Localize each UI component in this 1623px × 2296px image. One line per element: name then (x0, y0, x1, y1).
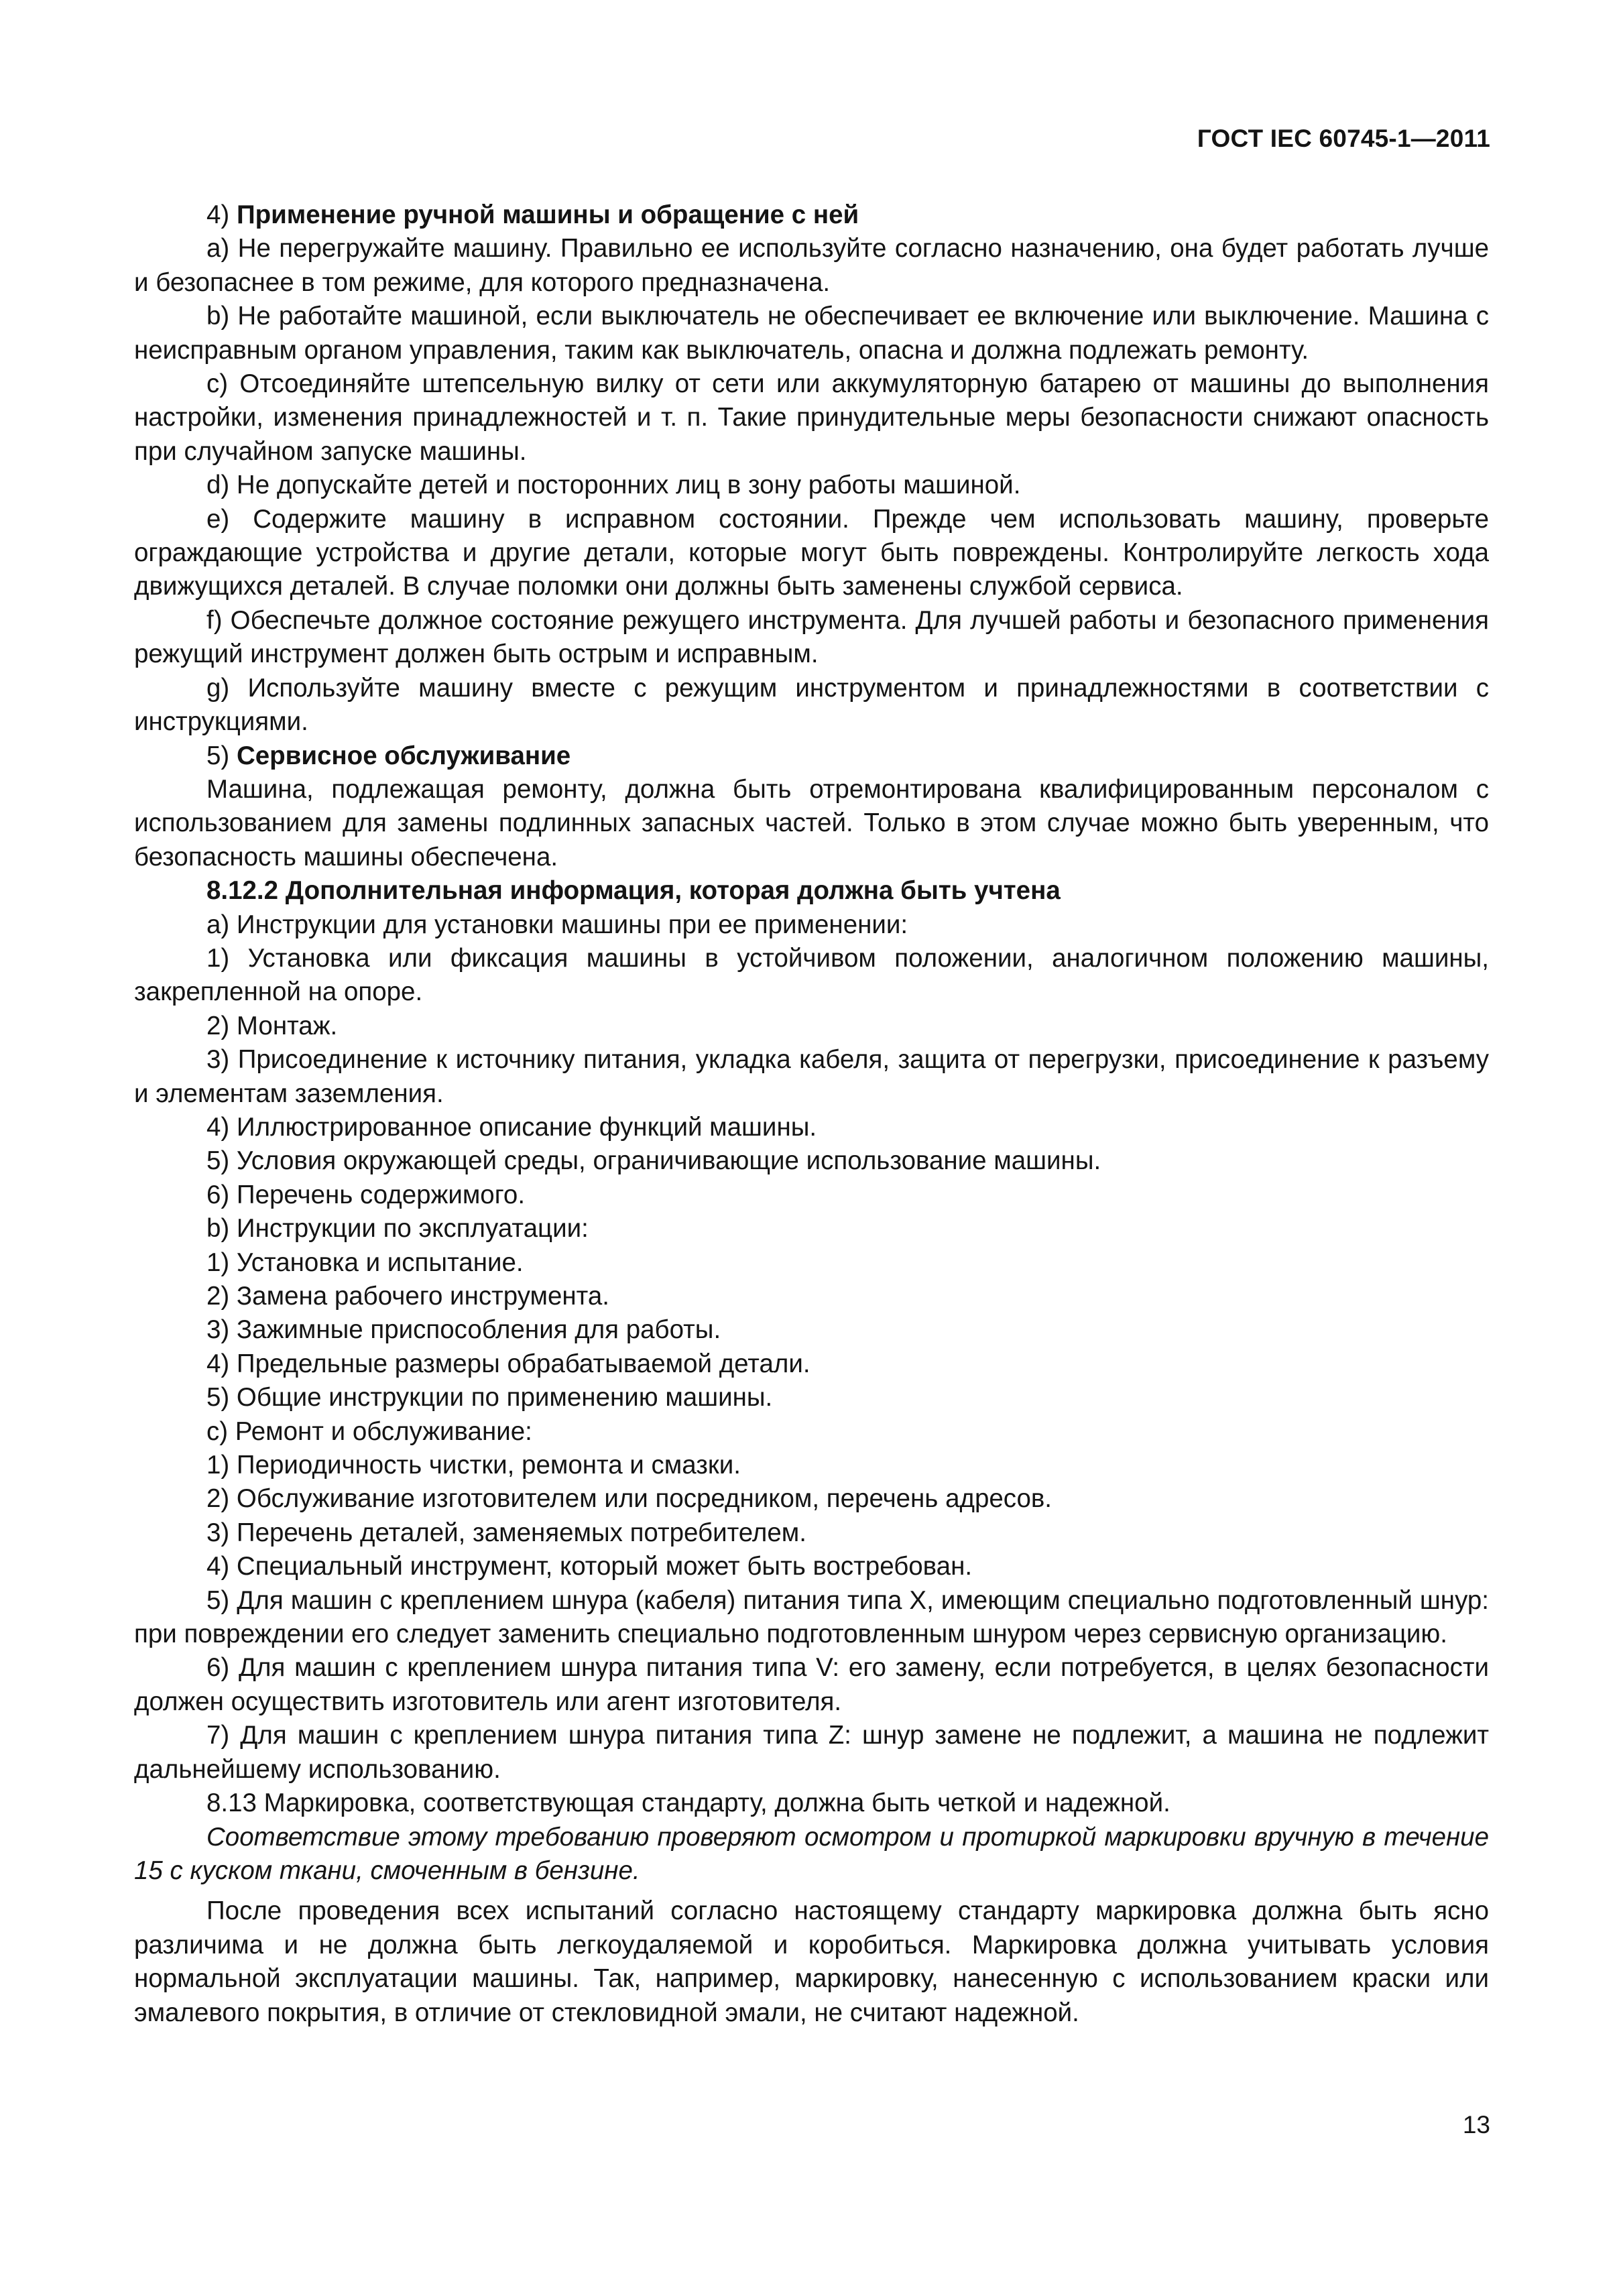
document-standard-code: ГОСТ IEC 60745-1—2011 (1197, 125, 1490, 152)
section-4-heading: 4) Применение ручной машины и обращение с ней (206, 200, 859, 229)
section-4-heading-text: Применение ручной машины и обращение с ней (236, 200, 859, 229)
list-a-title: a) Инструкции для установки машины при ее применении: (206, 910, 908, 939)
section-5-heading: 5) Сервисное обслуживание (206, 741, 571, 770)
list-a-item: 2) Монтаж. (206, 1011, 338, 1040)
section-5-heading-text: Сервисное обслуживание (236, 741, 571, 770)
section-4-item-c: c) Отсоединяйте штепсельную вилку от сети или аккумуляторную батарею от машины до выполнения настройки, изменения принадлежностей и т. п. Такие принудительные меры безопасности снижают опасность при случайном запуске машины. (134, 369, 1489, 466)
list-c-item: 6) Для машин с креплением шнура питания типа V: его замену, если потребуется, в целях безопасности должен осуществить изготовитель или агент изготовителя. (134, 1653, 1489, 1716)
list-c-item: 3) Перечень деталей, заменяемых потребителем. (206, 1518, 806, 1547)
page-number: 13 (1462, 2111, 1490, 2138)
list-a-item: 1) Установка или фиксация машины в устойчивом положении, аналогичном положению машины, закрепленной на опоре. (134, 943, 1489, 1007)
section-4-item-d: d) Не допускайте детей и посторонних лиц в зону работы машиной. (206, 471, 1021, 500)
list-c-item: 7) Для машин с креплением шнура питания типа Z: шнур замене не подлежит, а машина не подлежит дальнейшему использованию. (134, 1721, 1489, 1784)
list-b-item: 4) Предельные размеры обрабатываемой детали. (206, 1349, 810, 1378)
section-4-item-e: e) Содержите машину в исправном состоянии. Прежде чем использовать машину, проверьте ограждающие устройства и другие детали, которые могут быть повреждены. Контролируйте легкость хода движущихся деталей. В случае поломки они должны быть заменены службой сервиса. (134, 504, 1489, 601)
list-c-item: 2) Обслуживание изготовителем или посредником, перечень адресов. (206, 1484, 1053, 1514)
clause-8-13-after-tests: После проведения всех испытаний согласно настоящему стандарту маркировка должна быть ясно различима и не должна быть легкоудаляемой и коробиться. Маркировка должна учитывать условия нормальной эксплуатации машины. Так, например, маркировку, нанесенную с использованием краски или эмалевого покрытия, в отличие от стекловидной эмали, не считают надежной. (134, 1896, 1489, 2027)
section-4-item-g: g) Используйте машину вместе с режущим инструментом и принадлежностями в соответствии с инструкциями. (134, 673, 1489, 737)
list-a-item: 5) Условия окружающей среды, ограничивающие использование машины. (206, 1146, 1101, 1176)
list-b-item: 3) Зажимные приспособления для работы. (206, 1315, 721, 1345)
list-c-title: c) Ремонт и обслуживание: (206, 1416, 532, 1446)
section-4-item-f: f) Обеспечьте должное состояние режущего инструмента. Для лучшей работы и безопасного применения режущий инструмент должен быть острым и исправным. (134, 605, 1489, 669)
list-c-item: 5) Для машин с креплением шнура (кабеля) питания типа X, имеющим специально подготовленный шнур: при повреждении его следует заменить специально подготовленным шнуром через сервисную организацию. (134, 1585, 1489, 1649)
list-c-item: 4) Специальный инструмент, который может быть востребован. (206, 1552, 973, 1581)
clause-8-13-text: 8.13 Маркировка, соответствующая стандарту, должна быть четкой и надежной. (206, 1789, 1170, 1818)
list-c-item: 1) Периодичность чистки, ремонта и смазки. (206, 1451, 741, 1480)
document-body (134, 198, 1489, 2030)
list-b-item: 5) Общие инструкции по применению машины. (206, 1383, 773, 1412)
clause-8-13-compliance: Соответствие этому требованию проверяют осмотром и протиркой маркировки вручную в течение 15 с куском ткани, смоченным в бензине. (134, 1822, 1489, 1885)
list-a-item: 3) Присоединение к источнику питания, укладка кабеля, защита от перегрузки, присоединение к разъему и элементам заземления. (134, 1045, 1489, 1108)
section-4-item-b: b) Не работайте машиной, если выключатель не обеспечивает ее включение или выключение. Машина с неисправным органом управления, таким как выключатель, опасна и должна подлежать ремонту. (134, 302, 1489, 365)
section-4-item-a: a) Не перегружайте машину. Правильно ее используйте согласно назначению, она будет работать лучше и безопаснее в том режиме, для которого предназначена. (134, 234, 1489, 297)
section-5-text: Машина, подлежащая ремонту, должна быть отремонтирована квалифицированным персоналом с использованием для замены подлинных запасных частей. Только в этом случае можно быть уверенным, что безопасность машины обеспечена. (134, 774, 1489, 871)
clause-8-12-2-heading: 8.12.2 Дополнительная информация, которая должна быть учтена (206, 876, 1061, 906)
list-a-item: 6) Перечень содержимого. (206, 1180, 526, 1209)
list-b-item: 2) Замена рабочего инструмента. (206, 1282, 609, 1311)
list-b-item: 1) Установка и испытание. (206, 1248, 524, 1277)
list-a-item: 4) Иллюстрированное описание функций машины. (206, 1112, 817, 1142)
list-b-title: b) Инструкции по эксплуатации: (206, 1214, 589, 1244)
